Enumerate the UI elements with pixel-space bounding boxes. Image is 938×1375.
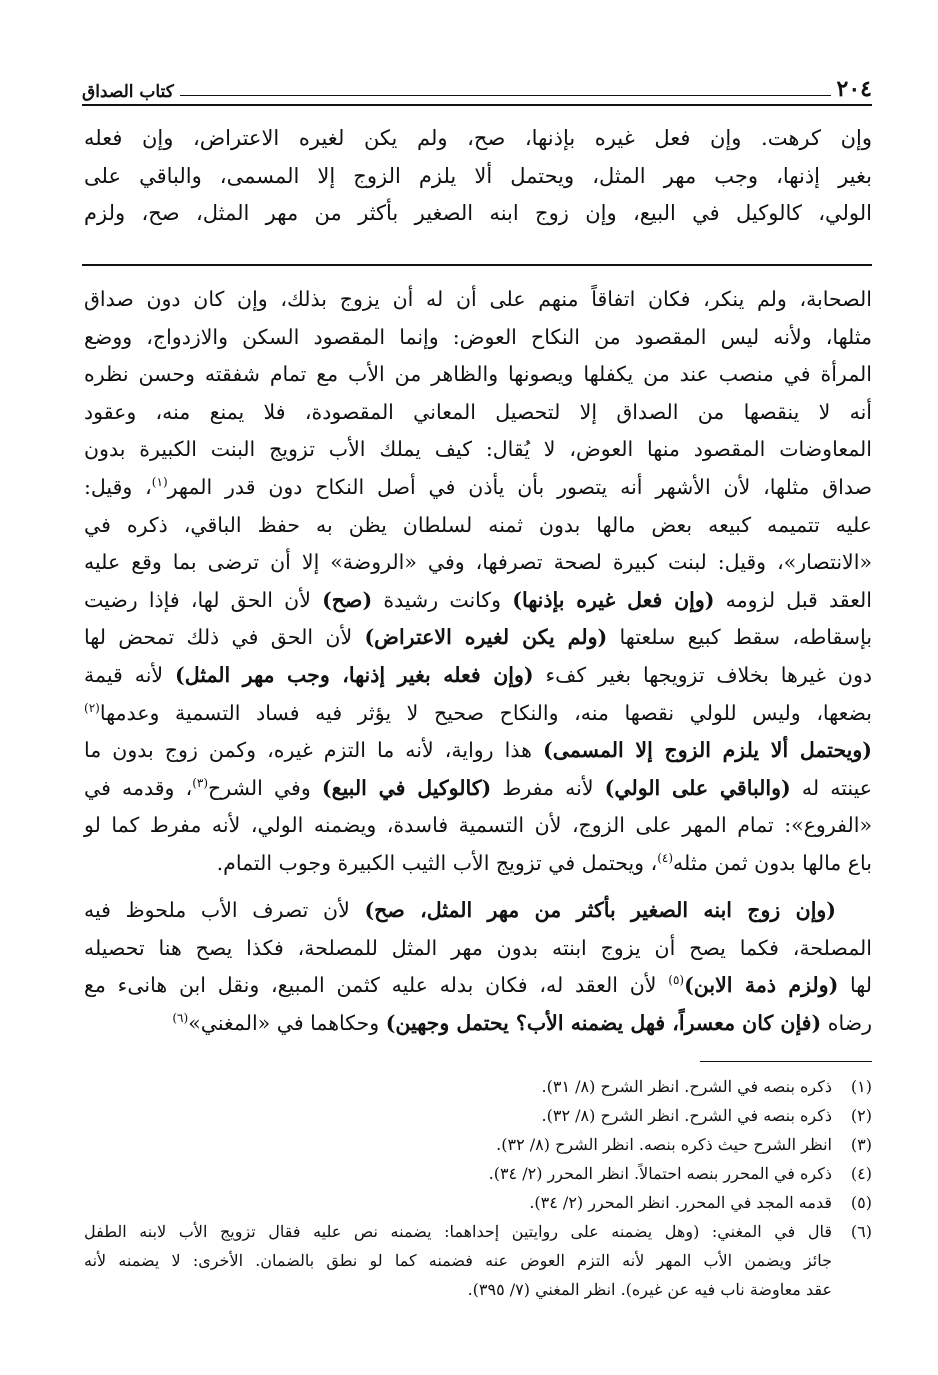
commentary-line [84,967,872,1005]
quoted-matn-text: (وإن فعل غيره بإذنها) [512,587,715,612]
footnote-marker: (١) [151,475,168,490]
commentary-text: وحكاهما في «المغني» [188,1010,386,1035]
main-line: بغير إذنها، وجب مهر المثل، ويحتمل ألا يلزم الزوج إلا المسمى، والباقي على [84,163,872,188]
footnote-body [84,1072,832,1101]
footnote-number: (٦) [850,1222,872,1241]
commentary-text: بإسقاطه، سقط كبيع سلعتها [607,625,873,650]
commentary-text: الصحابة، ولم ينكر، فكان اتفاقاً منهم على أن له أن يزوج بذلك، وإن كان دون صداق [84,287,872,311]
footnote-line: ذكره بنصه في الشرح. انظر الشرح (٨/ ٣٢). [541,1106,832,1125]
commentary-text: «الفروع»: تمام المهر على الزوج، لأن التسمية فاسدة، ويضمنه الولي، لأنه مفرط كما لو [84,813,872,838]
main-text [84,120,872,233]
commentary-line [84,695,872,733]
commentary-text: لها [838,973,872,998]
footnote-line: قال في المغني: (وهل يضمنه على روايتين إحداهما: يضمنه نص عليه فقال تزويج الأب لابنه الطفل [84,1222,832,1241]
quoted-matn-text: (صح) [322,587,373,612]
page-number: ٢٠٤ [836,76,872,102]
commentary-block [84,281,872,883]
commentary-line [84,807,872,845]
footnote-body [84,1217,832,1304]
commentary-line [84,892,872,930]
commentary-text: لأن الحق في ذلك تمحض لها [84,625,365,650]
footnote-number: (٥) [850,1193,872,1212]
commentary-text: دون غيرها بخلاف تزويجها بغير كفء [533,662,873,687]
commentary-text: لأنه مفرط [491,775,605,800]
commentary-text: لأن الحق لها، فإذا رضيت [84,587,323,612]
quoted-matn-text: (وإن زوج ابنه الصغير بأكثر من مهر المثل، صح) [364,898,836,922]
quoted-matn-text: (وإن فعله بغير إذنها، وجب مهر المثل) [175,662,534,687]
main-text-divider [82,264,872,266]
commentary-line [84,619,872,657]
commentary-text: هذا رواية، لأنه ما التزم غيره، وكمن زوج بدون ما [84,738,543,763]
commentary-text: وفي الشرح [208,775,322,800]
footnote-item [84,1188,872,1217]
commentary-text: صداق مثلها، لأن الأشهر أنه يتصور بأن يأذن في أصل النكاح دون قدر المهر [167,474,873,499]
commentary-line [84,845,872,883]
footnote-line: جائز ويضمن الأب المهر لأنه التزم العوض عنه فضمنه كما لو نطق بالضمان. الأخرى: لا يضمنه لأنه [84,1251,832,1270]
quoted-matn-text: (والباقي على الولي) [604,775,791,800]
commentary-text: ، وقدمه في [84,775,193,800]
book-title: كتاب الصداق [82,82,174,102]
footnote-body [84,1188,832,1217]
commentary-line [84,930,872,968]
footnote-line: قدمه المجد في المحرر. انظر المحرر (٢/ ٣٤). [529,1193,832,1212]
quoted-matn-text: (فإن كان معسراً، فهل يضمنه الأب؟ يحتمل وجهين) [385,1010,822,1035]
footnote-body [84,1159,832,1188]
footnote-item [84,1130,872,1159]
commentary-line [84,319,872,357]
commentary-text: ، ويحتمل في تزويج الأب الثيب الكبيرة وجوب التمام. [216,850,658,875]
footnote-body [84,1101,832,1130]
commentary-line [84,732,872,770]
commentary-line [84,1005,872,1043]
commentary-text: العقد قبل لزومه [714,587,872,612]
footnotes [84,1072,872,1304]
commentary-text: المرأة في منصب عند من يكفلها ويصونها والظاهر من الأب مع تمام شفقته وحسن نظره [84,362,872,387]
main-line: الولي، كالوكيل في البيع، وإن زوج ابنه الصغير بأكثر من مهر المثل، صح، ولزم [84,201,872,226]
footnote-item [84,1159,872,1188]
footnote-item [84,1072,872,1101]
commentary-line [84,431,872,469]
commentary-text: لأنه قيمة [84,662,176,687]
footnote-line: ذكره بنصه في الشرح. انظر الشرح (٨/ ٣١). [541,1077,832,1096]
commentary-text: عليه تتميمه كبيعه بعض مالها بدون ثمنه لسلطان يظن به حفظ الباقي، ذكره في [84,512,872,537]
quoted-matn-text: (ويحتمل ألا يلزم الزوج إلا المسمى) [543,738,872,763]
footnote-item [84,1101,872,1130]
commentary-text: «الانتصار»، وقيل: لبنت كبيرة لصحة تصرفها، وفي «الروضة» إلا أن ترضى بما وقع عليه [84,550,872,575]
quoted-matn-text: (كالوكيل في البيع) [321,775,492,800]
commentary-text: المعاوضات المقصود منها العوض، لا يُقال: كيف يملك الأب تزويج البنت الكبيرة بدون [84,437,872,462]
footnote-line: ذكره في المحرر بنصه احتمالاً. انظر المحرر (٢/ ٣٤). [488,1164,832,1183]
quoted-matn-text: (ولزم ذمة الابن) [684,973,839,998]
commentary-text: ، وقيل: [84,474,152,499]
commentary-line [84,657,872,695]
footnote-body [84,1130,832,1159]
commentary-text: أنه لا ينقصها من الصداق إلا لتحصيل المعاني المقصودة، فلا يمنع منه، وعقود [84,399,872,424]
commentary-line [84,469,872,507]
commentary-text: رضاه [821,1010,872,1035]
header-rule [180,95,831,96]
footnote-number: (٣) [850,1135,872,1154]
commentary-text: مثلها، ولأنه ليس المقصود من النكاح العوض: وإنما المقصود السكن والازدواج، ووضع [84,324,872,349]
commentary-text: المصلحة، فكما يصح أن يزوج ابنته بدون مهر المثل للمصلحة، فكذا يصح هنا تحصيله [84,935,872,960]
quoted-matn-text: (ولم يكن لغيره الاعتراض) [364,625,608,650]
header-divider [82,104,872,106]
footnote-divider [700,1061,872,1062]
commentary-text: لأن تصرف الأب ملحوظ فيه [84,898,365,922]
main-line: وإن كرهت. وإن فعل غيره بإذنها، صح، ولم يكن لغيره الاعتراض، وإن فعله [84,126,872,150]
footnote-marker: (٤) [657,851,674,866]
commentary-text: عينته له [790,775,872,800]
commentary-text: باع مالها بدون ثمن مثله [673,850,872,875]
footnote-line: عقد معاوضة ناب فيه عن غيره). انظر المغني (٧/ ٣٩٥). [467,1280,832,1299]
commentary-line [84,507,872,545]
commentary-line [84,281,872,319]
footnote-marker: (٥) [668,973,685,988]
footnote-marker: (٦) [172,1010,189,1025]
running-header [82,70,872,102]
commentary-line [84,582,872,620]
footnote-marker: (٣) [192,775,209,790]
commentary-text: لأن العقد له، فكان بدله عليه كثمن المبيع، ونقل ابن هانىء مع [84,973,669,998]
commentary-line [84,356,872,394]
footnote-number: (٢) [850,1106,872,1125]
commentary-line [84,394,872,432]
footnote-number: (١) [850,1077,872,1096]
commentary-line [84,544,872,582]
commentary-line [84,770,872,808]
commentary-text: وكانت رشيدة [372,587,513,612]
footnote-item [84,1217,872,1304]
footnote-number: (٤) [850,1164,872,1183]
commentary-text: بضعها، وليس للولي نقصها منه، والنكاح صحيح لا يؤثر فيه فساد التسمية وعدمها [99,700,872,725]
footnote-marker: (٢) [84,700,100,715]
footnote-line: انظر الشرح حيث ذكره بنصه. انظر الشرح (٨/ ٣٢). [496,1135,832,1154]
commentary-paragraph-2 [84,892,872,1042]
